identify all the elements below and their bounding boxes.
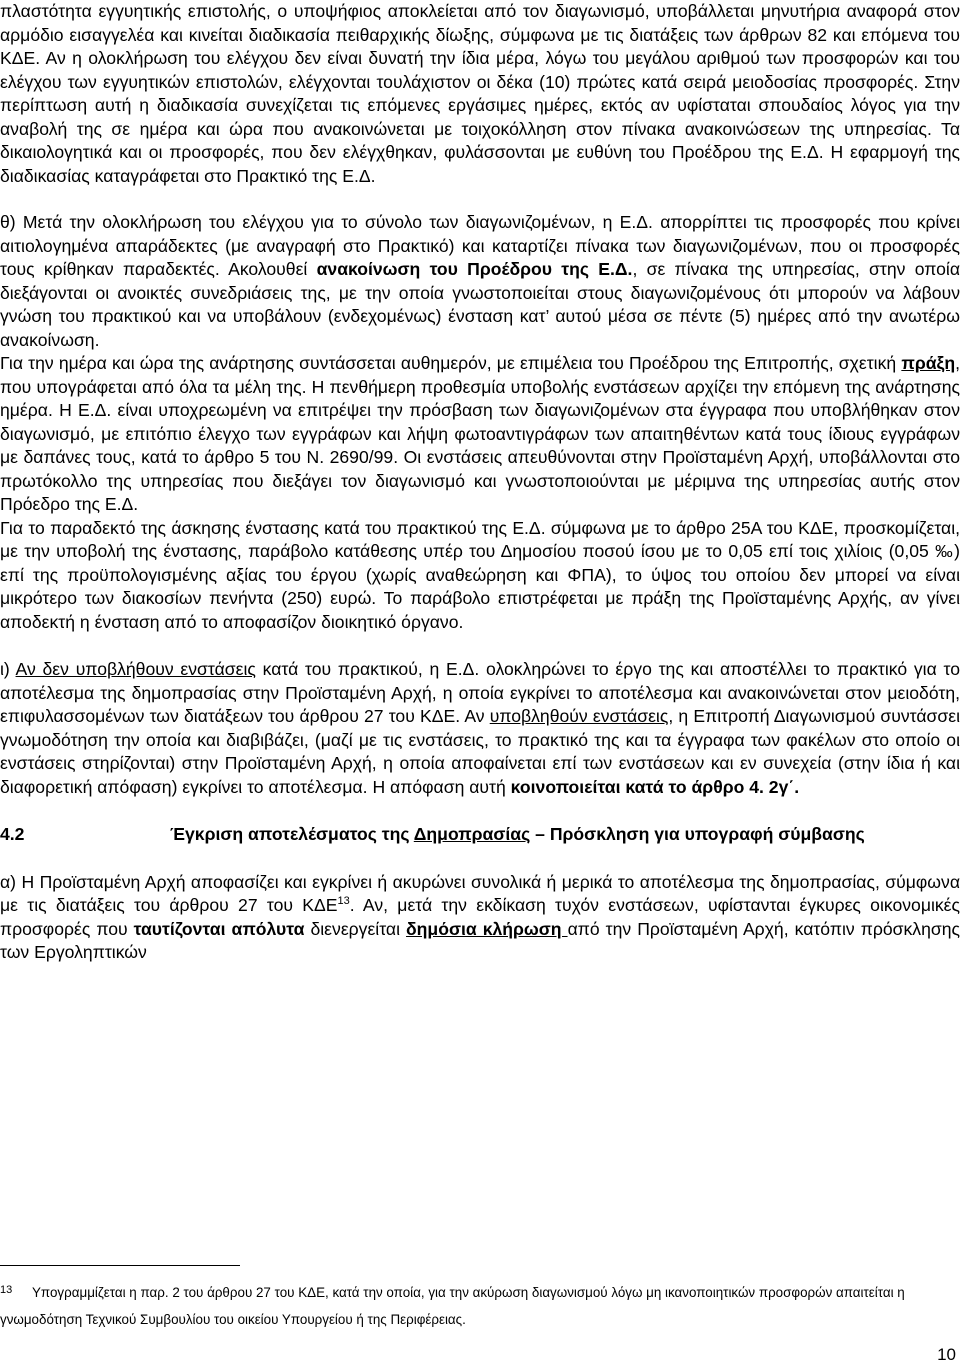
- footnote-divider: [0, 1265, 240, 1266]
- paragraph-fee-text: Για το παραδεκτό της άσκησης ένστασης κατά του πρακτικού της Ε.Δ. σύμφωνα με το άρθρο 25Α του ΚΔΕ, προσκομίζεται, με την υποβολή της ένστασης, παράβολο κατάθεσης υπέρ του Δημοσίου ποσού ίσου με το 0,05 επί τοις χιλίοις (0,05 ‰) επί της προϋπολογισμένης αξίας του έργου (χωρίς αναθεώρηση και ΦΠΑ), το ύψος του οποίου δεν μπορεί να είναι μικρότερο των διακοσίων πενήντα (250) ευρώ. Το παράβολο επιστρέφεται με πράξη της Προϊσταμένης Αρχής, αν γίνει αποδεκτή η ένσταση από το αποφασίζον διοικητικό όργανο.: [0, 517, 960, 632]
- paragraph-iota: [0, 658, 960, 799]
- paragraph-1-text: πλαστότητα εγγυητικής επιστολής, ο υποψήφιος αποκλείεται από τον διαγωνισμό, υποβάλλεται μηνυτήρια αναφορά στον αρμόδιο εισαγγελέα και κινείται διαδικασία πειθαρχικής δίωξης, σύμφωνα με τις διατάξεις των άρθρων 82 και επόμενα του ΚΔΕ. Αν η ολοκλήρωση του ελέγχου δεν είναι δυνατή την ίδια μέρα, λόγω του μεγάλου αριθμού των προσφορών και του ελέγχου των εγγυητικών επιστολών, ελέγχονται τουλάχιστον οι δέκα (10) πρώτες κατά σειρά μειοδοσίας προσφορές. Στην περίπτωση αυτή η διαδικασία συνεχίζεται τις επόμενες εργάσιμες ημέρες, εκτός αν υφίσταται σπουδαίος λόγος για την αναβολή της σε ημέρα και ώρα που ανακοινώνεται με τοιχοκόλληση στον πίνακα ανακοινώσεων της υπηρεσίας. Τα δικαιολογητικά και οι προσφορές, που δεν ελέγχθηκαν, φυλάσσονται με ευθύνη του Προέδρου της Ε.Δ. Η εφαρμογή της διαδικασίας καταγράφεται στο Πρακτικό της Ε.Δ.: [0, 1, 960, 186]
- paragraph-alpha-text-1: α) Η Προϊσταμένη Αρχή αποφασίζει και εγκρίνει ή ακυρώνει συνολικά ή μερικά το αποτέλεσμα της δημοπρασίας, σύμφωνα με τις διατάξεις του άρθρου 27 του ΚΔΕ: [0, 871, 960, 915]
- paragraph-alpha-bold-underlined: δημόσια κλήρωση: [406, 918, 568, 939]
- paragraph-alpha-text-4: από την Προϊσταμένη Αρχή, κατόπιν πρόσκλησης των Εργοληπτικών: [0, 918, 960, 962]
- footnote-mark: 13: [0, 1284, 13, 1296]
- paragraph-posting-underlined: πράξη: [901, 353, 956, 373]
- section-title-text-2: – Πρόσκληση για υπογραφή σύμβασης: [530, 824, 865, 844]
- footnote: [0, 1277, 960, 1333]
- paragraph-iota-text-3: , η Επιτροπή Διαγωνισμού συντάσσει γνωμοδότηση την οποία και διαβιβάζει, (μαζί με τις ενστάσεις, το πρακτικό της και τα έγγραφα των φακέλων στο οποίο οι ενστάσεις στηρίζονται) στην Προϊσταμένη Αρχή, η οποία αποφαίνεται επί των ενστάσεων και εν συνεχεία (στην ίδια ή και διαφορετική απόφαση) εγκρίνει το αποτέλεσμα. Η απόφαση αυτή: [0, 706, 960, 797]
- paragraph-theta-text-1: θ) Μετά την ολοκλήρωση του ελέγχου για το σύνολο των διαγωνιζομένων, η Ε.Δ. απορρίπτει τις προσφορές που κρίνει αιτιολογημένα απαράδεκτες (με αναγραφή στο Πρακτικό) και καταρτίζει πίνακα των διαγωνιζομένων, που οι προσφορές τους κρίθηκαν παραδεκτές. Ακολουθεί: [0, 212, 960, 279]
- paragraph-alpha-text-2: . Αν, μετά την εκδίκαση τυχόν ενστάσεων, υφίστανται έγκυρες οικονομικές προσφορές που: [0, 895, 960, 939]
- paragraph-posting: [0, 352, 960, 517]
- paragraph-alpha: [0, 871, 960, 965]
- paragraph-alpha-bold: ταυτίζονται απόλυτα: [133, 918, 305, 939]
- page-number: 10: [937, 1345, 956, 1364]
- paragraph-theta: [0, 211, 960, 352]
- paragraph-posting-text-1: Για την ημέρα και ώρα της ανάρτησης συντάσσεται αυθημερόν, με επιμέλεια του Προέδρου της Επιτροπής, σχετική: [0, 353, 902, 373]
- paragraph-fee: [0, 517, 960, 635]
- paragraph-theta-bold: ανακοίνωση του Προέδρου της Ε.Δ.: [316, 259, 633, 279]
- footnote-text: Υπογραμμίζεται η παρ. 2 του άρθρου 27 του ΚΔΕ, κατά την οποία, για την ακύρωση διαγωνισμού λόγω μη ικανοποιητικών προσφορών απαιτείται η γνωμοδότηση Τεχνικού Συμβουλίου του οικείου Υπουργείου ή της Περιφέρειας.: [0, 1285, 905, 1327]
- section-title-underlined: Δημοπρασίας: [413, 824, 531, 844]
- paragraph-iota-bold: κοινοποιείται κατά το άρθρο 4. 2γ΄.: [510, 776, 800, 797]
- paragraph-alpha-text-3: διενεργείται: [304, 918, 407, 939]
- paragraph-1: [0, 0, 960, 188]
- paragraph-iota-underlined-1: Αν δεν υποβλήθουν ενστάσεις: [15, 659, 256, 679]
- paragraph-iota-underlined-2: υποβληθούν ενστάσεις: [489, 706, 669, 726]
- paragraph-iota-text-1: ι): [0, 659, 16, 679]
- section-number: 4.2: [0, 824, 25, 844]
- paragraph-posting-text-2: , που υπογράφεται από όλα τα μέλη της. Η πενθήμερη προθεσμία υποβολής ενστάσεων αρχίζει την επόμενη της ανάρτησης ημέρα. Η Ε.Δ. είναι υποχρεωμένη να επιτρέψει την πρόσβαση των διαγωνιζομένων στα έγγραφα που υποβλήθηκαν στον διαγωνισμό, με επιτόπιο έλεγχο των εγγράφων και λήψη φωτοαντιγράφων των απαιτηθέντων κατά τους ίδιους εγγράφων με δαπάνες τους, κατά το άρθρο 5 του Ν. 2690/99. Οι ενστάσεις απευθύνονται στην Προϊσταμένη Αρχή, υποβάλλονται στο πρωτόκολλο της υπηρεσίας που διεξάγει τον διαγωνισμό και γνωστοποιούνται με μέριμνα της υπηρεσίας αυτής στον Πρόεδρο της Ε.Δ.: [0, 353, 960, 514]
- section-heading: [0, 823, 960, 847]
- section-title-text-1: Έγκριση αποτελέσματος της: [170, 824, 414, 844]
- paragraph-theta-text-2: , σε πίνακα της υπηρεσίας, στην οποία διεξάγονται οι ανοικτές συνεδριάσεις της, με την οποία γνωστοποιείται στους διαγωνιζομένους ότι μπορούν να λάβουν γνώση του πρακτικού και να υποβάλουν (ενδεχομένως) ένσταση κατ’ αυτού μέσα σε πέντε (5) ημέρες από την ανωτέρω ανακοίνωση.: [0, 259, 960, 350]
- footnote-reference[interactable]: 13: [337, 895, 350, 908]
- paragraph-iota-text-2: κατά του πρακτικού, η Ε.Δ. ολοκληρώνει το έργο της και αποστέλλει το πρακτικό για το αποτέλεσμα της δημοπρασίας στην Προϊσταμένη Αρχή, η οποία εγκρίνει το αποτέλεσμα και ανακοινώνεται στον μειοδότη, επιφυλασσομένων των διατάξεων του άρθρου 27 του ΚΔΕ. Αν: [0, 659, 960, 726]
